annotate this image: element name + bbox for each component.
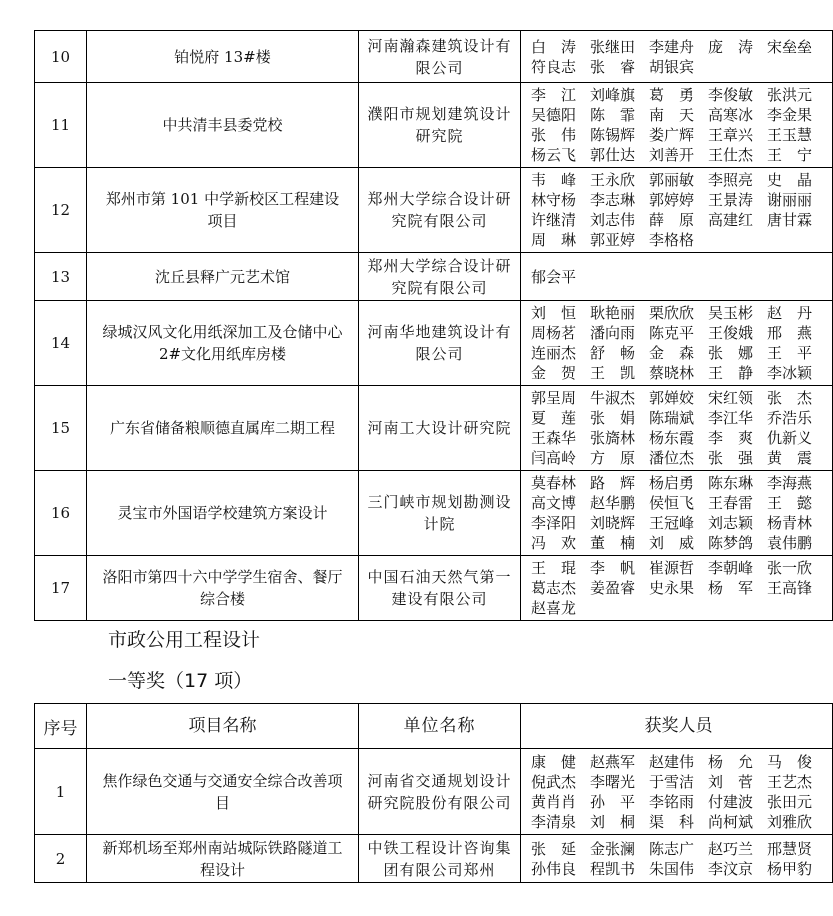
- organization-name: 河南工大设计研究院: [359, 386, 521, 471]
- row-number: 14: [35, 301, 87, 386]
- project-name: 中共清丰县委党校: [87, 83, 359, 168]
- winner-name: 史 晶: [767, 171, 813, 189]
- winner-name: 娄广辉: [649, 126, 695, 144]
- winner-name: 高文博: [531, 494, 577, 512]
- winner-name: 李汶京: [708, 859, 754, 878]
- winner-name: 李铭雨: [649, 792, 695, 811]
- winner-name: 王森华: [531, 429, 577, 447]
- project-name: 洛阳市第四十六中学学生宿舍、餐厅综合楼: [87, 556, 359, 621]
- table-row: [35, 471, 833, 556]
- organization-name: 中铁工程设计咨询集团有限公司郑州: [359, 835, 521, 883]
- table-row: [35, 556, 833, 621]
- winner-name: 李金果: [767, 106, 813, 124]
- project-name: 广东省储备粮顺德直属库二期工程: [87, 386, 359, 471]
- winner-name: 牛淑杰: [590, 389, 636, 407]
- header-project-name: 项目名称: [87, 704, 359, 749]
- winner-name: 张继田: [590, 37, 636, 56]
- winner-name: 李建舟: [649, 37, 695, 56]
- header-no: 序号: [35, 704, 87, 749]
- winner-name: 薛 原: [649, 211, 695, 229]
- winner-name: 孙 平: [590, 792, 636, 811]
- table-row: [35, 301, 833, 386]
- winner-name: 孙伟良: [531, 859, 577, 878]
- winner-name: 王 懿: [767, 494, 813, 512]
- section-title: 市政公用工程设计: [108, 629, 261, 651]
- winner-name: 赵燕军: [590, 752, 636, 771]
- winner-name: 王 平: [767, 344, 813, 362]
- winner-name: 渠 科: [649, 812, 695, 831]
- winner-name: 吴德阳: [531, 106, 577, 124]
- header-org-name: 单位名称: [359, 704, 521, 749]
- project-name: 新郑机场至郑州南站城际铁路隧道工程设计: [87, 835, 359, 883]
- winner-name: 袁伟鹏: [767, 534, 813, 552]
- winner-name: 王艺杰: [767, 772, 813, 791]
- winner-name: 张一欣: [767, 559, 813, 577]
- winner-name: 耿艳丽: [590, 304, 636, 322]
- winner-name: 李照亮: [708, 171, 754, 189]
- winners-cell: [521, 386, 833, 471]
- row-number: 2: [35, 835, 87, 883]
- winner-name: 李朝峰: [708, 559, 754, 577]
- winner-name: 郭丽敏: [649, 171, 695, 189]
- winner-name: 夏 莲: [531, 409, 577, 427]
- winner-name: 仇新义: [767, 429, 813, 447]
- winner-name: 史永果: [649, 579, 695, 597]
- winner-name: 舒 畅: [590, 344, 636, 362]
- winner-name: 宋红领: [708, 389, 754, 407]
- winner-name: 葛 勇: [649, 86, 695, 104]
- winners-cell: [521, 83, 833, 168]
- winners-cell: [521, 301, 833, 386]
- winner-name: 张 强: [708, 449, 754, 467]
- row-number: 16: [35, 471, 87, 556]
- winner-name: 赵华鹏: [590, 494, 636, 512]
- winner-name: 莫春林: [531, 474, 577, 492]
- organization-name: 河南省交通规划设计研究院股份有限公司: [359, 749, 521, 835]
- winner-name: 王 凯: [590, 364, 636, 382]
- winner-name: 李泽阳: [531, 514, 577, 532]
- table-row: [35, 31, 833, 83]
- winner-name: 乔浩乐: [767, 409, 813, 427]
- project-name: 郑州市第 101 中学新校区工程建设项目: [87, 168, 359, 253]
- organization-name: 三门峡市规划勘测设计院: [359, 471, 521, 556]
- winner-name: 张旖林: [590, 429, 636, 447]
- winner-name: 王冠峰: [649, 514, 695, 532]
- winner-name: 陈锡辉: [590, 126, 636, 144]
- winner-name: 葛志杰: [531, 579, 577, 597]
- winner-name: 张田元: [767, 792, 813, 811]
- winner-name: 王 静: [708, 364, 754, 382]
- winner-name: 尚柯斌: [708, 812, 754, 831]
- winner-name: 王永欣: [590, 171, 636, 189]
- table-row: [35, 749, 833, 835]
- winner-name: 黄肖肖: [531, 792, 577, 811]
- winner-name: 王俊娥: [708, 324, 754, 342]
- winner-name: 邢慧贤: [767, 839, 813, 858]
- winner-name: 金张澜: [590, 839, 636, 858]
- winner-name: 王春雷: [708, 494, 754, 512]
- project-name: 绿城汉风文化用纸深加工及仓储中心 2#文化用纸库房楼: [87, 301, 359, 386]
- row-number: 12: [35, 168, 87, 253]
- organization-name: 中国石油天然气第一建设有限公司: [359, 556, 521, 621]
- winner-name: 陈 霏: [590, 106, 636, 124]
- row-number: 15: [35, 386, 87, 471]
- organization-name: 河南瀚森建筑设计有限公司: [359, 31, 521, 83]
- winner-name: 郭呈周: [531, 389, 577, 407]
- winner-name: 庞 涛: [708, 37, 754, 56]
- winner-name: 侯恒飞: [649, 494, 695, 512]
- winner-name: 冯 欢: [531, 534, 577, 552]
- winner-name: 栗欣欣: [649, 304, 695, 322]
- winner-name: 林守杨: [531, 191, 577, 209]
- winner-name: 张 娜: [708, 344, 754, 362]
- winner-name: 唐甘霖: [767, 211, 813, 229]
- winner-name: 张 娟: [590, 409, 636, 427]
- winner-name: 刘 恒: [531, 304, 577, 322]
- winner-name: 张 伟: [531, 126, 577, 144]
- winner-name: 于雪洁: [649, 772, 695, 791]
- winner-name: 宋垒垒: [767, 37, 813, 56]
- winner-name: 马 俊: [767, 752, 813, 771]
- winners-cell: [521, 835, 833, 883]
- winner-name: 郭婵姣: [649, 389, 695, 407]
- award-title: 一等奖（17 项）: [108, 670, 253, 692]
- winner-name: 赵 丹: [767, 304, 813, 322]
- winner-name: 杨青林: [767, 514, 813, 532]
- winner-name: 杨甲豹: [767, 859, 813, 878]
- header-winners: 获奖人员: [521, 704, 833, 749]
- winner-name: 吴玉彬: [708, 304, 754, 322]
- winners-cell: [521, 471, 833, 556]
- winners-cell: [521, 31, 833, 83]
- organization-name: 郑州大学综合设计研究院有限公司: [359, 253, 521, 301]
- winner-name: 付建波: [708, 792, 754, 811]
- winners-cell: [521, 253, 833, 301]
- winner-name: 李冰颖: [767, 364, 813, 382]
- winner-name: 赵巧兰: [708, 839, 754, 858]
- winner-name: 谢丽丽: [767, 191, 813, 209]
- winner-name: 刘 桐: [590, 812, 636, 831]
- winner-name: 杨 允: [708, 752, 754, 771]
- table-row: [35, 253, 833, 301]
- winner-name: 高寒冰: [708, 106, 754, 124]
- winner-name: 李江华: [708, 409, 754, 427]
- winner-name: 刘晓辉: [590, 514, 636, 532]
- winner-name: 陈志广: [649, 839, 695, 858]
- winner-name: 方 原: [590, 449, 636, 467]
- organization-name: 郑州大学综合设计研究院有限公司: [359, 168, 521, 253]
- municipal-awards-table: [34, 703, 833, 883]
- row-number: 13: [35, 253, 87, 301]
- winner-name: 朱国伟: [649, 859, 695, 878]
- winner-name: 陈梦鸽: [708, 534, 754, 552]
- row-number: 1: [35, 749, 87, 835]
- project-name: 焦作绿色交通与交通安全综合改善项目: [87, 749, 359, 835]
- winner-name: 赵喜龙: [531, 599, 577, 617]
- winner-name: 刘志颖: [708, 514, 754, 532]
- winner-name: 黄 震: [767, 449, 813, 467]
- awards-table-continued: [34, 30, 833, 621]
- winner-name: 符良志: [531, 57, 577, 76]
- organization-name: 河南华地建筑设计有限公司: [359, 301, 521, 386]
- winner-name: 金 森: [649, 344, 695, 362]
- winner-name: 张 延: [531, 839, 577, 858]
- winner-name: 南 天: [649, 106, 695, 124]
- winners-cell: [521, 749, 833, 835]
- winner-name: 金 贺: [531, 364, 577, 382]
- winner-name: 郭婷婷: [649, 191, 695, 209]
- winner-name: 王仕杰: [708, 146, 754, 164]
- winner-name: 张 杰: [767, 389, 813, 407]
- winner-name: 李格格: [649, 231, 695, 249]
- table-row: [35, 83, 833, 168]
- winner-name: 王 琨: [531, 559, 577, 577]
- winner-name: 邢 燕: [767, 324, 813, 342]
- winner-name: 崔源哲: [649, 559, 695, 577]
- winner-name: 陈克平: [649, 324, 695, 342]
- winner-name: 刘 威: [649, 534, 695, 552]
- winner-name: 李曙光: [590, 772, 636, 791]
- table-row: [35, 835, 833, 883]
- winner-name: 董 楠: [590, 534, 636, 552]
- table-row: [35, 168, 833, 253]
- winner-name: 白 涛: [531, 37, 577, 56]
- winner-name: 刘志伟: [590, 211, 636, 229]
- winner-name: 郭仕达: [590, 146, 636, 164]
- winner-name: 许继清: [531, 211, 577, 229]
- winner-name: 陈瑞斌: [649, 409, 695, 427]
- winner-name: 王高锋: [767, 579, 813, 597]
- row-number: 17: [35, 556, 87, 621]
- winner-name: 李海燕: [767, 474, 813, 492]
- organization-name: 濮阳市规划建筑设计研究院: [359, 83, 521, 168]
- row-number: 11: [35, 83, 87, 168]
- table-header-row: [35, 704, 833, 749]
- winner-name: 刘雅欣: [767, 812, 813, 831]
- winner-name: 李 帆: [590, 559, 636, 577]
- winner-name: 周 琳: [531, 231, 577, 249]
- project-name: 铂悦府 13#楼: [87, 31, 359, 83]
- table-row: [35, 386, 833, 471]
- winner-name: 郁会平: [531, 267, 577, 286]
- winner-name: 胡银宾: [649, 57, 695, 76]
- winner-name: 刘峰旗: [590, 86, 636, 104]
- winner-name: 李清泉: [531, 812, 577, 831]
- winner-name: 陈东琳: [708, 474, 754, 492]
- project-name: 灵宝市外国语学校建筑方案设计: [87, 471, 359, 556]
- winner-name: 杨云飞: [531, 146, 577, 164]
- project-name: 沈丘县释广元艺术馆: [87, 253, 359, 301]
- winner-name: 杨 军: [708, 579, 754, 597]
- winner-name: 王 宁: [767, 146, 813, 164]
- winner-name: 王章兴: [708, 126, 754, 144]
- winners-cell: [521, 168, 833, 253]
- winner-name: 蔡晓林: [649, 364, 695, 382]
- winners-cell: [521, 556, 833, 621]
- winner-name: 李俊敏: [708, 86, 754, 104]
- winner-name: 韦 峰: [531, 171, 577, 189]
- winner-name: 李 江: [531, 86, 577, 104]
- winner-name: 闫高岭: [531, 449, 577, 467]
- winner-name: 连丽杰: [531, 344, 577, 362]
- winner-name: 李 爽: [708, 429, 754, 447]
- winner-name: 王景涛: [708, 191, 754, 209]
- winner-name: 王玉慧: [767, 126, 813, 144]
- winner-name: 路 辉: [590, 474, 636, 492]
- winner-name: 杨启勇: [649, 474, 695, 492]
- winner-name: 张 睿: [590, 57, 636, 76]
- winner-name: 康 健: [531, 752, 577, 771]
- winner-name: 潘向雨: [590, 324, 636, 342]
- winner-name: 杨东霞: [649, 429, 695, 447]
- row-number: 10: [35, 31, 87, 83]
- winner-name: 郭亚婷: [590, 231, 636, 249]
- winner-name: 高建红: [708, 211, 754, 229]
- winner-name: 张洪元: [767, 86, 813, 104]
- winner-name: 刘善开: [649, 146, 695, 164]
- winner-name: 刘 菅: [708, 772, 754, 791]
- winner-name: 倪武杰: [531, 772, 577, 791]
- winner-name: 周杨茗: [531, 324, 577, 342]
- winner-name: 李志琳: [590, 191, 636, 209]
- winner-name: 程凯书: [590, 859, 636, 878]
- winner-name: 潘位杰: [649, 449, 695, 467]
- winner-name: 姜盈睿: [590, 579, 636, 597]
- winner-name: 赵建伟: [649, 752, 695, 771]
